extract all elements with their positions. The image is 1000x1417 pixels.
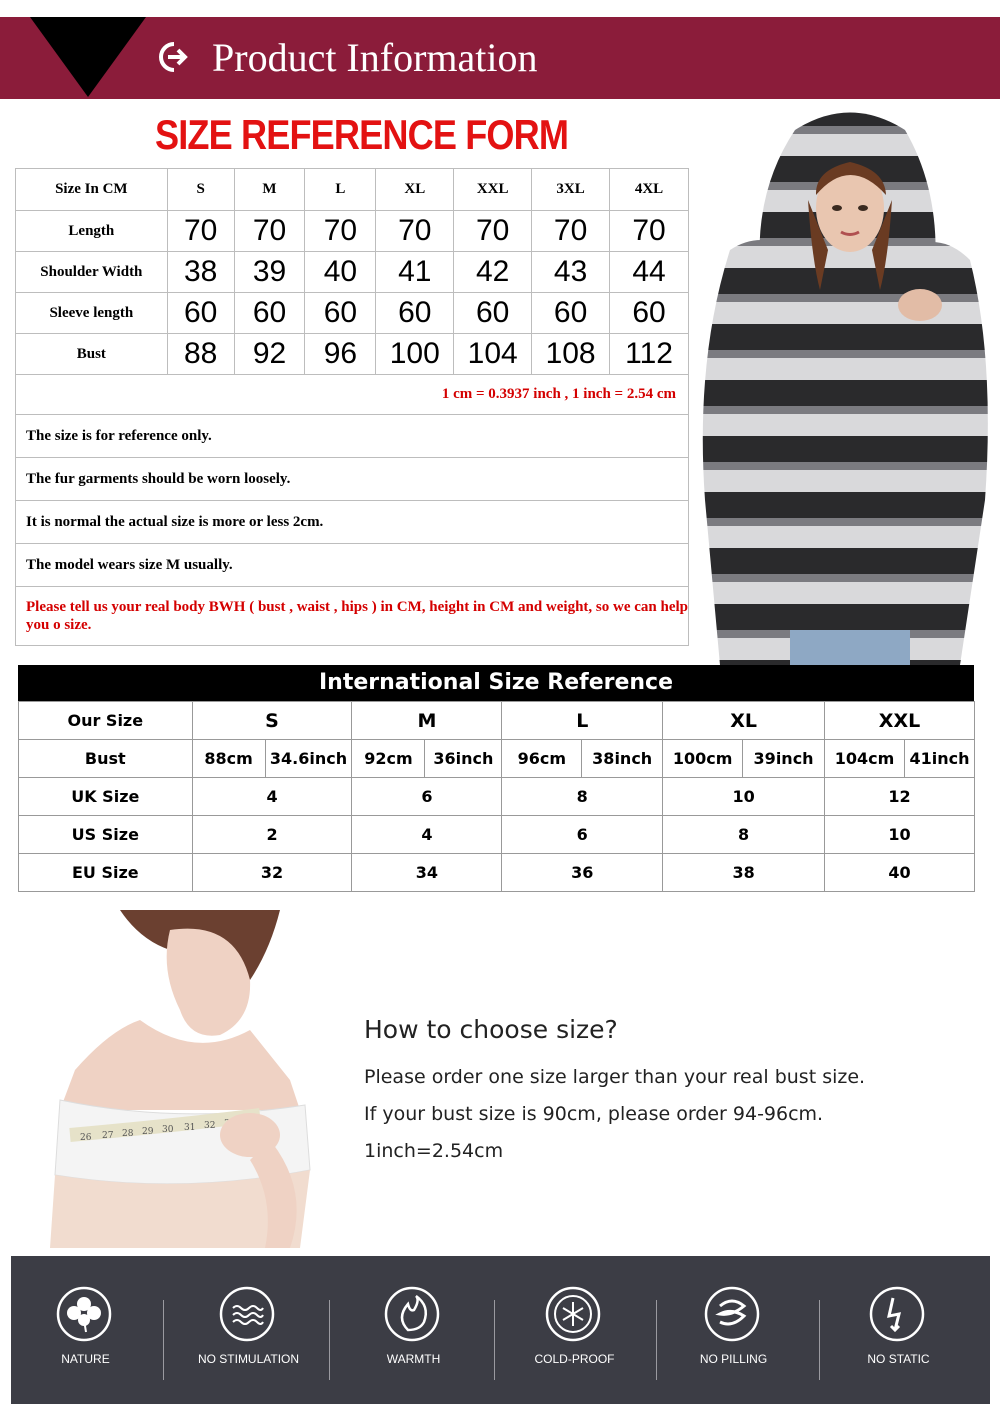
size-col-header: S xyxy=(192,702,352,740)
table-cell: 108 xyxy=(532,334,610,375)
table-cell: 60 xyxy=(610,293,689,334)
table-cell: 10 xyxy=(663,778,825,816)
table-cell: 70 xyxy=(167,211,234,252)
intl-header-row xyxy=(19,702,975,740)
table-row xyxy=(16,293,689,334)
lightning-icon xyxy=(869,1286,925,1342)
table-cell: 40 xyxy=(825,854,975,892)
feature-no-stimulation xyxy=(167,1256,330,1404)
table-cell: 42 xyxy=(454,252,532,293)
table-cell: 38inch xyxy=(582,740,663,778)
size-col-header: M xyxy=(234,169,305,211)
conversion-note: 1 cm = 0.3937 inch , 1 inch = 2.54 cm xyxy=(16,375,689,415)
tape-mark: 30 xyxy=(162,1125,174,1135)
feature-divider xyxy=(163,1300,164,1380)
table-cell: 100cm xyxy=(663,740,743,778)
table-cell: 36inch xyxy=(425,740,502,778)
note-row xyxy=(16,415,689,458)
table-cell: 40 xyxy=(305,252,376,293)
note-text: The fur garments should be worn loosely. xyxy=(16,458,689,501)
page-title: Product Information xyxy=(212,35,538,80)
note-row xyxy=(16,501,689,544)
tape-mark: 28 xyxy=(122,1129,134,1139)
feature-label: NO STATIC xyxy=(867,1352,930,1366)
table-cell: 8 xyxy=(502,778,663,816)
intl-size-title: International Size Reference xyxy=(18,665,974,701)
our-size-label: Our Size xyxy=(19,702,193,740)
how-to-line: Please order one size larger than your real bust size. xyxy=(364,1066,866,1088)
tape-mark: 29 xyxy=(142,1127,154,1137)
table-cell: 70 xyxy=(234,211,305,252)
row-label: Sleeve length xyxy=(16,293,168,334)
table-cell: 88 xyxy=(167,334,234,375)
table-row xyxy=(16,252,689,293)
how-to-line: If your bust size is 90cm, please order 94-96cm. xyxy=(364,1103,824,1125)
feature-no-pilling xyxy=(652,1256,815,1404)
table-cell: 41inch xyxy=(904,740,974,778)
table-cell: 104cm xyxy=(825,740,905,778)
row-label: Shoulder Width xyxy=(16,252,168,293)
row-label: Length xyxy=(16,211,168,252)
arrow-right-icon xyxy=(158,41,190,73)
feature-label: NO PILLING xyxy=(699,1352,768,1366)
coil-icon xyxy=(704,1286,760,1342)
table-cell: 70 xyxy=(376,211,454,252)
model-fur-coat-image xyxy=(700,100,995,665)
size-form-title: SIZE REFERENCE FORM xyxy=(155,111,569,158)
size-col-header: S xyxy=(167,169,234,211)
table-cell: 4 xyxy=(192,778,352,816)
table-cell: 88cm xyxy=(192,740,265,778)
table-cell: 60 xyxy=(532,293,610,334)
feature-label: COLD-PROOF xyxy=(534,1352,615,1366)
table-cell: 38 xyxy=(663,854,825,892)
row-label: Bust xyxy=(16,334,168,375)
tape-mark: 31 xyxy=(184,1123,196,1133)
table-cell: 41 xyxy=(376,252,454,293)
table-cell: 60 xyxy=(376,293,454,334)
note-text: The size is for reference only. xyxy=(16,415,689,458)
table-cell: 60 xyxy=(454,293,532,334)
table-cell: 6 xyxy=(352,778,502,816)
feature-label: NO STIMULATION xyxy=(197,1352,300,1366)
corner-label: Size In CM xyxy=(16,169,168,211)
feature-label: NATURE xyxy=(61,1352,110,1366)
table-cell: 36 xyxy=(502,854,663,892)
table-cell: 4 xyxy=(352,816,502,854)
table-row xyxy=(16,334,689,375)
table-row xyxy=(16,211,689,252)
feature-cold-proof xyxy=(493,1256,656,1404)
size-col-header: M xyxy=(352,702,502,740)
size-col-header: L xyxy=(502,702,663,740)
table-cell: 34.6inch xyxy=(265,740,352,778)
table-cell: 100 xyxy=(376,334,454,375)
red-note-text: Please tell us your real body BWH ( bust , waist , hips ) in CM, height in CM and weight, so we can help you o size. xyxy=(16,587,689,646)
table-cell: 70 xyxy=(532,211,610,252)
note-text: The model wears size M usually. xyxy=(16,544,689,587)
table-cell: 2 xyxy=(192,816,352,854)
how-to-title: How to choose size? xyxy=(364,1015,618,1044)
feature-no-static xyxy=(817,1256,980,1404)
table-cell: 70 xyxy=(454,211,532,252)
table-row xyxy=(19,854,975,892)
table-cell: 39 xyxy=(234,252,305,293)
feature-divider xyxy=(329,1300,330,1380)
table-cell: 60 xyxy=(234,293,305,334)
table-cell: 70 xyxy=(305,211,376,252)
table-cell: 38 xyxy=(167,252,234,293)
table-cell: 32 xyxy=(192,854,352,892)
conversion-row xyxy=(16,375,689,415)
row-label: EU Size xyxy=(19,854,193,892)
size-col-header: 4XL xyxy=(610,169,689,211)
table-cell: 10 xyxy=(825,816,975,854)
snowflake-icon xyxy=(545,1286,601,1342)
tape-mark: 32 xyxy=(204,1121,216,1131)
table-cell: 96cm xyxy=(502,740,582,778)
table-cell: 112 xyxy=(610,334,689,375)
row-label: US Size xyxy=(19,816,193,854)
note-row xyxy=(16,458,689,501)
row-label: Bust xyxy=(19,740,193,778)
waves-icon xyxy=(219,1286,275,1342)
measuring-bust-image xyxy=(20,910,320,1248)
size-col-header: L xyxy=(305,169,376,211)
header-triangle-decoration xyxy=(30,17,146,97)
table-cell: 6 xyxy=(502,816,663,854)
table-row xyxy=(19,816,975,854)
tape-mark: 27 xyxy=(102,1131,114,1141)
size-col-header: XL xyxy=(663,702,825,740)
tape-mark: 26 xyxy=(80,1133,92,1143)
how-to-line: 1inch=2.54cm xyxy=(364,1140,504,1162)
size-reference-table xyxy=(15,168,689,646)
clover-icon xyxy=(56,1286,112,1342)
table-cell: 43 xyxy=(532,252,610,293)
table-cell: 12 xyxy=(825,778,975,816)
table-cell: 34 xyxy=(352,854,502,892)
size-header-row xyxy=(16,169,689,211)
flame-icon xyxy=(384,1286,440,1342)
table-cell: 96 xyxy=(305,334,376,375)
feature-label: WARMTH xyxy=(386,1352,441,1366)
international-size-table xyxy=(18,701,975,892)
row-label: UK Size xyxy=(19,778,193,816)
table-cell: 60 xyxy=(305,293,376,334)
table-cell: 92 xyxy=(234,334,305,375)
table-cell: 8 xyxy=(663,816,825,854)
size-col-header: 3XL xyxy=(532,169,610,211)
size-col-header: XXL xyxy=(825,702,975,740)
table-cell: 70 xyxy=(610,211,689,252)
table-cell: 44 xyxy=(610,252,689,293)
size-col-header: XL xyxy=(376,169,454,211)
size-col-header: XXL xyxy=(454,169,532,211)
note-row-red xyxy=(16,587,689,646)
table-cell: 60 xyxy=(167,293,234,334)
note-text: It is normal the actual size is more or less 2cm. xyxy=(16,501,689,544)
table-row xyxy=(19,778,975,816)
bust-row xyxy=(19,740,975,778)
note-row xyxy=(16,544,689,587)
table-cell: 39inch xyxy=(743,740,825,778)
table-cell: 104 xyxy=(454,334,532,375)
table-cell: 92cm xyxy=(352,740,425,778)
feature-warmth xyxy=(332,1256,495,1404)
feature-nature xyxy=(4,1256,167,1404)
